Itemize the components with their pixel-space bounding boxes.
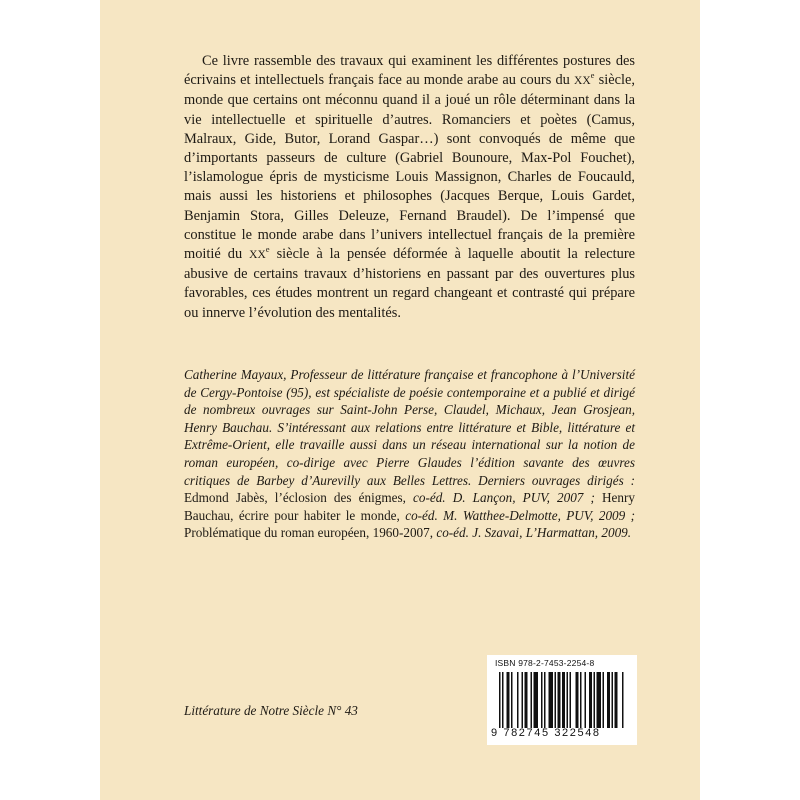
- bio-text-2: co-éd. D. Lançon, PUV, 2007 ;: [405, 490, 603, 506]
- book-back-cover: [100, 0, 700, 800]
- barcode-bar: [511, 672, 513, 728]
- barcode-image: [499, 672, 625, 728]
- bio-title-3: Problématique du roman européen, 1960-2007,: [184, 525, 434, 541]
- summary-text-3: siècle à la pensée déformée à laquelle aboutit la relecture abusive de certains travaux d’historiens en passant par des ouvertures plus favorables, ces études montrent un regard changeant et contrasté qui prépare ou innerve l’évolution des mentalités.: [184, 246, 636, 321]
- century-numeral-2: XX: [249, 249, 266, 262]
- isbn-label: ISBN 978-2-7453-2254-8: [495, 658, 595, 668]
- barcode-bar: [522, 672, 524, 728]
- century-superscript-2: e: [265, 244, 270, 255]
- barcode-bar: [585, 672, 587, 728]
- barcode-bar: [622, 672, 624, 728]
- barcode-bar: [562, 672, 565, 728]
- barcode-bar: [555, 672, 557, 728]
- bio-text-1: Catherine Mayaux, Professeur de littérature française et francophone à l’Université de Cergy-Pontoise (95), est spécialiste de poésie contemporaine et a publié et dirigé de nombreux ouvrages sur Saint-John Perse, Claudel, Michaux, Jean Grosjean, Henry Bauchau. S’intéressant aux relations entre littérature et Bible, littérature et Extrême-Orient, elle travaille aussi dans un réseau international sur la notion de roman européen, co-dirige avec Pierre Glaudes l’édition savante des œuvres critiques de Barbey d’Aurevilly aux Belles Lettres. Derniers ouvrages dirigés :: [184, 367, 635, 488]
- barcode-bar: [544, 672, 546, 728]
- barcode-bar: [597, 672, 602, 728]
- series-title: Littérature de Notre Siècle N° 43: [184, 703, 358, 718]
- summary-paragraph: [184, 52, 635, 323]
- barcode-bar: [534, 672, 539, 728]
- barcode-bar: [525, 672, 528, 728]
- barcode-bar: [612, 672, 614, 728]
- barcode-bar: [603, 672, 605, 728]
- barcode-bar: [570, 672, 572, 728]
- barcode-bar: [576, 672, 579, 728]
- barcode-bar: [567, 672, 569, 728]
- barcode-bar: [549, 672, 554, 728]
- barcode-bar: [499, 672, 501, 728]
- barcode-bar: [531, 672, 533, 728]
- bio-text-4: co-éd. J. Szavai, L’Harmattan, 2009.: [433, 525, 632, 541]
- bio-text-3: co-éd. M. Watthee-Delmotte, PUV, 2009 ;: [399, 507, 636, 523]
- barcode-bar: [517, 672, 519, 728]
- book-summary: [184, 52, 635, 323]
- author-bio: [184, 366, 635, 542]
- barcode-bar: [607, 672, 610, 728]
- barcode-bar: [594, 672, 596, 728]
- century-superscript: e: [590, 70, 595, 81]
- barcode-bar: [589, 672, 592, 728]
- barcode-bar: [502, 672, 504, 728]
- barcode-bar: [615, 672, 618, 728]
- barcode-bar: [541, 672, 543, 728]
- isbn-barcode-block: [487, 655, 637, 745]
- bio-title-2: Henry Bauchau, écrire pour habiter le monde,: [184, 490, 635, 523]
- century-numeral: XX: [574, 75, 591, 88]
- barcode-bar: [580, 672, 582, 728]
- summary-text-1: Ce livre rassemble des travaux qui examinent les différentes postures des écrivains et intellectuels français face au monde arabe au cours du: [184, 53, 635, 89]
- bio-title-1: Edmond Jabès, l’éclosion des énigmes,: [184, 490, 406, 506]
- summary-text-2: siècle, monde que certains ont méconnu quand il a joué un rôle déterminant dans la vie intellectuelle et spirituelle d’autres. Romanciers et poètes (Camus, Malraux, Gide, Butor, Lorand Gaspar…) sont convoqués de même que d’importants passeurs de culture (Gabriel Bounoure, Max-Pol Fouchet), l’islamologue épris de mysticisme Louis Massignon, Charles de Foucauld, mais aussi les historiens et philosophes (Jacques Berque, Louis Gardet, Benjamin Stora, Gilles Deleuze, Fernand Braudel). De l’impensé que constitue le monde arabe dans l’univers intellectuel français de la première moitié du: [184, 72, 635, 263]
- barcode-bar: [507, 672, 510, 728]
- barcode-bar: [558, 672, 561, 728]
- barcode-digits: 9 782745 322548: [491, 727, 601, 739]
